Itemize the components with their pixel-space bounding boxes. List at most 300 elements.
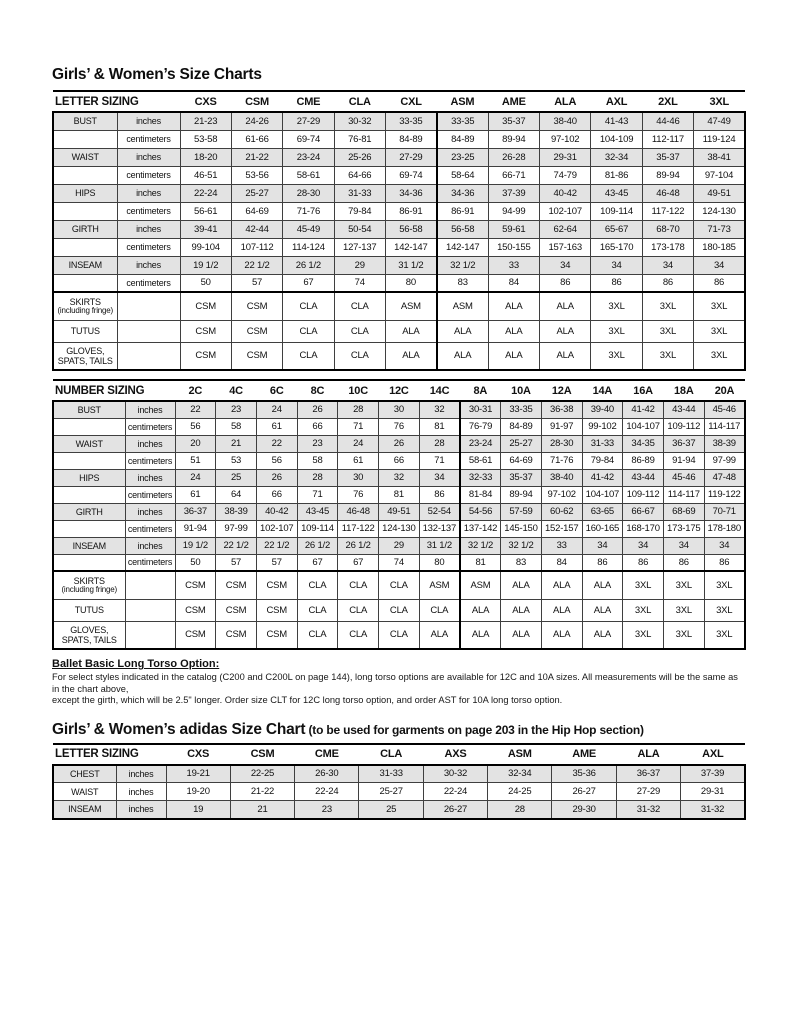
value-cell: CLA — [379, 599, 420, 621]
value-cell: CLA — [297, 621, 338, 649]
value-cell: ALA — [385, 342, 436, 370]
size-column-header: AXL — [681, 744, 745, 765]
value-cell: CLA — [283, 342, 334, 370]
value-cell: 86 — [663, 554, 704, 571]
value-cell: 38-39 — [216, 503, 257, 520]
table-row — [53, 571, 745, 599]
value-cell: 26 — [379, 435, 420, 452]
value-cell: 22 1/2 — [231, 256, 282, 274]
row-label: SKIRTS (including fringe) — [53, 571, 125, 599]
value-cell: 19 1/2 — [175, 537, 216, 554]
value-cell: 25-27 — [359, 783, 423, 801]
value-cell: 41-43 — [591, 112, 642, 130]
row-label: WAIST — [53, 435, 125, 452]
value-cell: 39-40 — [582, 401, 623, 418]
value-cell: 39-41 — [180, 220, 231, 238]
value-cell: 61-66 — [231, 130, 282, 148]
value-cell: 61 — [175, 486, 216, 503]
value-cell: 3XL — [591, 342, 642, 370]
row-label — [53, 274, 117, 292]
unit-label: centimeters — [125, 418, 175, 435]
value-cell: 86 — [642, 274, 693, 292]
value-cell: 66 — [256, 486, 297, 503]
value-cell: CSM — [216, 621, 257, 649]
unit-label: inches — [125, 503, 175, 520]
value-cell: 30 — [379, 401, 420, 418]
value-cell: 86-91 — [385, 202, 436, 220]
row-label: BUST — [53, 401, 125, 418]
value-cell: CSM — [216, 599, 257, 621]
value-cell: 58 — [216, 418, 257, 435]
row-label: HIPS — [53, 469, 125, 486]
value-cell: 3XL — [663, 599, 704, 621]
adidas-chart-title — [52, 721, 744, 739]
value-cell: 53-58 — [180, 130, 231, 148]
value-cell: 3XL — [704, 599, 745, 621]
value-cell: 46-48 — [338, 503, 379, 520]
value-cell: 33 — [541, 537, 582, 554]
value-cell: 86 — [623, 554, 664, 571]
value-cell: 74-79 — [540, 166, 591, 184]
value-cell: 84-89 — [385, 130, 436, 148]
table-row — [53, 342, 745, 370]
table-row — [53, 202, 745, 220]
value-cell: 21-22 — [230, 783, 294, 801]
table-row — [53, 621, 745, 649]
value-cell: 61 — [338, 452, 379, 469]
value-cell: 21-23 — [180, 112, 231, 130]
value-cell: 51 — [175, 452, 216, 469]
value-cell: 43-44 — [663, 401, 704, 418]
value-cell: 43-44 — [623, 469, 664, 486]
value-cell: 56 — [256, 452, 297, 469]
value-cell: 91-97 — [541, 418, 582, 435]
value-cell: 54-56 — [460, 503, 501, 520]
value-cell: 67 — [338, 554, 379, 571]
value-cell: 41-42 — [582, 469, 623, 486]
value-cell: 173-175 — [663, 520, 704, 537]
table-row — [53, 503, 745, 520]
value-cell: 34-36 — [437, 184, 488, 202]
value-cell: 91-94 — [175, 520, 216, 537]
value-cell: ALA — [385, 320, 436, 342]
value-cell: 127-137 — [334, 238, 385, 256]
value-cell: 34-36 — [385, 184, 436, 202]
unit-label — [125, 599, 175, 621]
value-cell: 79-84 — [334, 202, 385, 220]
value-cell: CLA — [379, 621, 420, 649]
value-cell: 35-36 — [552, 765, 616, 783]
value-cell: 66 — [297, 418, 338, 435]
value-cell: 173-178 — [642, 238, 693, 256]
unit-label: centimeters — [117, 274, 180, 292]
value-cell: ALA — [460, 599, 501, 621]
ballet-note-heading: Ballet Basic Long Torso Option: — [52, 658, 220, 670]
table-row — [53, 238, 745, 256]
value-cell: 86 — [582, 554, 623, 571]
size-column-header: CLA — [334, 91, 385, 112]
table-row — [53, 418, 745, 435]
value-cell: 32 1/2 — [501, 537, 542, 554]
value-cell: 83 — [501, 554, 542, 571]
value-cell: 89-94 — [488, 130, 539, 148]
value-cell: 20 — [175, 435, 216, 452]
value-cell: 30-32 — [334, 112, 385, 130]
size-column-header: 3XL — [694, 91, 745, 112]
value-cell: 22-25 — [230, 765, 294, 783]
value-cell: 63-65 — [582, 503, 623, 520]
value-cell: 94-99 — [488, 202, 539, 220]
value-cell: 26 — [256, 469, 297, 486]
unit-label: centimeters — [117, 166, 180, 184]
value-cell: 69-74 — [385, 166, 436, 184]
ballet-note-line-2: except the girth, which will be 2.5" longer. Order size CLT for 12C long torso option, and order AST for 10A long torso option. — [52, 695, 563, 705]
unit-label: centimeters — [125, 554, 175, 571]
size-column-header: AXS — [423, 744, 487, 765]
value-cell: 3XL — [623, 621, 664, 649]
value-cell: 57-59 — [501, 503, 542, 520]
value-cell: CSM — [216, 571, 257, 599]
value-cell: 71 — [297, 486, 338, 503]
value-cell: 34 — [591, 256, 642, 274]
value-cell: ALA — [488, 292, 539, 320]
value-cell: 71-73 — [694, 220, 745, 238]
value-cell: 86-91 — [437, 202, 488, 220]
adidas-size-chart — [52, 743, 744, 820]
value-cell: 66 — [379, 452, 420, 469]
size-column-header: CXS — [166, 744, 230, 765]
value-cell: 29-31 — [540, 148, 591, 166]
value-cell: 53-56 — [231, 166, 282, 184]
value-cell: 119-124 — [694, 130, 745, 148]
value-cell: 86 — [704, 554, 745, 571]
value-cell: 26 1/2 — [297, 537, 338, 554]
value-cell: 38-41 — [694, 148, 745, 166]
value-cell: 3XL — [704, 621, 745, 649]
value-cell: 3XL — [623, 571, 664, 599]
value-cell: 74 — [334, 274, 385, 292]
value-cell: 117-122 — [338, 520, 379, 537]
value-cell: ALA — [501, 571, 542, 599]
value-cell: CLA — [334, 342, 385, 370]
size-column-header: 4C — [216, 380, 257, 401]
value-cell: 29 — [334, 256, 385, 274]
value-cell: 114-117 — [663, 486, 704, 503]
value-cell: 65-67 — [591, 220, 642, 238]
row-label: INSEAM — [53, 256, 117, 274]
unit-label: centimeters — [117, 238, 180, 256]
value-cell: 23 — [295, 801, 359, 819]
value-cell: 40-42 — [540, 184, 591, 202]
size-column-header: 20A — [704, 380, 745, 401]
value-cell: CSM — [175, 621, 216, 649]
corner-header: NUMBER SIZING — [53, 380, 175, 401]
value-cell: ALA — [540, 342, 591, 370]
value-cell: CSM — [175, 599, 216, 621]
value-cell: 27-29 — [385, 148, 436, 166]
value-cell: 66-71 — [488, 166, 539, 184]
unit-label: centimeters — [125, 452, 175, 469]
value-cell: 57 — [216, 554, 257, 571]
value-cell: 32 1/2 — [437, 256, 488, 274]
value-cell: 35-37 — [501, 469, 542, 486]
value-cell: 150-155 — [488, 238, 539, 256]
value-cell: 178-180 — [704, 520, 745, 537]
value-cell: 70-71 — [704, 503, 745, 520]
value-cell: 114-117 — [704, 418, 745, 435]
value-cell: 97-104 — [694, 166, 745, 184]
row-label: BUST — [53, 112, 117, 130]
value-cell: 104-109 — [591, 130, 642, 148]
value-cell: 124-130 — [694, 202, 745, 220]
value-cell: 34 — [663, 537, 704, 554]
value-cell: 52-54 — [419, 503, 460, 520]
value-cell: 137-142 — [460, 520, 501, 537]
value-cell: 84-89 — [501, 418, 542, 435]
value-cell: 3XL — [694, 320, 745, 342]
value-cell: 64-69 — [231, 202, 282, 220]
row-label: TUTUS — [53, 320, 117, 342]
value-cell: 49-51 — [379, 503, 420, 520]
value-cell: 86 — [694, 274, 745, 292]
table-row — [53, 112, 745, 130]
value-cell: 86-89 — [623, 452, 664, 469]
value-cell: 33 — [488, 256, 539, 274]
adidas-chart-title-main: Girls’ & Women’s adidas Size Chart — [52, 720, 306, 738]
value-cell: 25-26 — [334, 148, 385, 166]
value-cell: 30-31 — [460, 401, 501, 418]
value-cell: 22 1/2 — [216, 537, 257, 554]
corner-header: LETTER SIZING — [53, 744, 166, 765]
row-label: GLOVES, SPATS, TAILS — [53, 342, 117, 370]
value-cell: 3XL — [623, 599, 664, 621]
value-cell: 124-130 — [379, 520, 420, 537]
value-cell: 49-51 — [694, 184, 745, 202]
value-cell: 26-28 — [488, 148, 539, 166]
value-cell: 86 — [419, 486, 460, 503]
table-row — [53, 274, 745, 292]
value-cell: 46-51 — [180, 166, 231, 184]
value-cell: 26-27 — [423, 801, 487, 819]
value-cell: ALA — [582, 621, 623, 649]
table-row — [53, 220, 745, 238]
size-column-header: ALA — [540, 91, 591, 112]
ballet-long-torso-note — [52, 658, 744, 707]
value-cell: 3XL — [642, 342, 693, 370]
value-cell: 33-35 — [437, 112, 488, 130]
value-cell: 23-24 — [283, 148, 334, 166]
table-row — [53, 765, 745, 783]
value-cell: 71 — [338, 418, 379, 435]
value-cell: 47-48 — [704, 469, 745, 486]
corner-header: LETTER SIZING — [53, 91, 180, 112]
value-cell: 34 — [419, 469, 460, 486]
value-cell: 22 1/2 — [256, 537, 297, 554]
size-column-header: 16A — [623, 380, 664, 401]
value-cell: 32-34 — [591, 148, 642, 166]
value-cell: CLA — [297, 599, 338, 621]
unit-label — [125, 571, 175, 599]
value-cell: CSM — [180, 292, 231, 320]
table-row — [53, 401, 745, 418]
size-column-header: CLA — [359, 744, 423, 765]
value-cell: ALA — [488, 342, 539, 370]
value-cell: 56 — [175, 418, 216, 435]
row-sublabel: (including fringe) — [61, 584, 118, 594]
value-cell: 68-70 — [642, 220, 693, 238]
unit-label — [117, 320, 180, 342]
value-cell: 23-24 — [460, 435, 501, 452]
value-cell: 26-27 — [552, 783, 616, 801]
column-header-row — [53, 91, 745, 112]
value-cell: 71-76 — [541, 452, 582, 469]
value-cell: 50 — [180, 274, 231, 292]
value-cell: 34 — [642, 256, 693, 274]
value-cell: 24-26 — [231, 112, 282, 130]
value-cell: 23-25 — [437, 148, 488, 166]
value-cell: 142-147 — [437, 238, 488, 256]
value-cell: CSM — [175, 571, 216, 599]
value-cell: 33-35 — [385, 112, 436, 130]
value-cell: 33-35 — [501, 401, 542, 418]
value-cell: CSM — [256, 621, 297, 649]
value-cell: CLA — [334, 320, 385, 342]
value-cell: 26 1/2 — [283, 256, 334, 274]
value-cell: 37-39 — [681, 765, 745, 783]
size-column-header: 10A — [501, 380, 542, 401]
value-cell: 119-122 — [704, 486, 745, 503]
size-column-header: AME — [552, 744, 616, 765]
letter-sizing-table — [52, 90, 746, 371]
value-cell: 76-81 — [334, 130, 385, 148]
row-label — [53, 486, 125, 503]
value-cell: 28 — [338, 401, 379, 418]
value-cell: 102-107 — [256, 520, 297, 537]
value-cell: 25-27 — [231, 184, 282, 202]
unit-label: inches — [125, 537, 175, 554]
value-cell: 25 — [359, 801, 423, 819]
value-cell: 67 — [297, 554, 338, 571]
row-label — [53, 418, 125, 435]
value-cell: 34 — [540, 256, 591, 274]
table-row — [53, 148, 745, 166]
value-cell: 19 — [166, 801, 230, 819]
unit-label: inches — [125, 401, 175, 418]
value-cell: CSM — [180, 342, 231, 370]
value-cell: 69-74 — [283, 130, 334, 148]
value-cell: ALA — [501, 599, 542, 621]
table-row — [53, 554, 745, 571]
value-cell: 117-122 — [642, 202, 693, 220]
value-cell: 64-69 — [501, 452, 542, 469]
value-cell: 58-61 — [283, 166, 334, 184]
table-row — [53, 537, 745, 554]
value-cell: 29 — [379, 537, 420, 554]
value-cell: 38-39 — [704, 435, 745, 452]
value-cell: 26 — [297, 401, 338, 418]
value-cell: 32 — [419, 401, 460, 418]
value-cell: ASM — [460, 571, 501, 599]
value-cell: 91-94 — [663, 452, 704, 469]
unit-label: inches — [117, 148, 180, 166]
table-row — [53, 452, 745, 469]
size-column-header: 18A — [663, 380, 704, 401]
value-cell: 26 1/2 — [338, 537, 379, 554]
value-cell: 64 — [216, 486, 257, 503]
value-cell: 58-61 — [460, 452, 501, 469]
table-row — [53, 320, 745, 342]
value-cell: 32-33 — [460, 469, 501, 486]
value-cell: ALA — [541, 621, 582, 649]
table-row — [53, 486, 745, 503]
value-cell: CLA — [338, 621, 379, 649]
value-cell: 80 — [419, 554, 460, 571]
value-cell: 25-27 — [501, 435, 542, 452]
value-cell: 40-42 — [256, 503, 297, 520]
size-column-header: 10C — [338, 380, 379, 401]
value-cell: 19-20 — [166, 783, 230, 801]
size-column-header: CXL — [385, 91, 436, 112]
value-cell: 42-44 — [231, 220, 282, 238]
adidas-letter-sizing-table — [52, 743, 746, 820]
value-cell: 26-30 — [295, 765, 359, 783]
value-cell: 21 — [216, 435, 257, 452]
value-cell: 3XL — [591, 320, 642, 342]
value-cell: 71-76 — [283, 202, 334, 220]
value-cell: 76-79 — [460, 418, 501, 435]
value-cell: 36-37 — [175, 503, 216, 520]
row-label: INSEAM — [53, 801, 116, 819]
value-cell: 84 — [488, 274, 539, 292]
value-cell: 34 — [694, 256, 745, 274]
value-cell: 31-33 — [359, 765, 423, 783]
value-cell: 104-107 — [623, 418, 664, 435]
value-cell: 74 — [379, 554, 420, 571]
value-cell: 81 — [419, 418, 460, 435]
value-cell: 97-102 — [540, 130, 591, 148]
value-cell: 58 — [297, 452, 338, 469]
table-row — [53, 130, 745, 148]
value-cell: CLA — [283, 320, 334, 342]
size-column-header: AXL — [591, 91, 642, 112]
value-cell: 168-170 — [623, 520, 664, 537]
value-cell: ASM — [437, 292, 488, 320]
unit-label — [117, 342, 180, 370]
value-cell: 30 — [338, 469, 379, 486]
value-cell: 56-58 — [385, 220, 436, 238]
value-cell: 64-66 — [334, 166, 385, 184]
value-cell: CSM — [231, 292, 282, 320]
value-cell: 76 — [379, 418, 420, 435]
value-cell: 35-37 — [642, 148, 693, 166]
row-sublabel: (including fringe) — [57, 305, 114, 315]
table-row — [53, 599, 745, 621]
table-row — [53, 166, 745, 184]
value-cell: ALA — [540, 292, 591, 320]
unit-label — [125, 621, 175, 649]
value-cell: 132-137 — [419, 520, 460, 537]
unit-label: centimeters — [117, 202, 180, 220]
row-label: GIRTH — [53, 220, 117, 238]
value-cell: 35-37 — [488, 112, 539, 130]
value-cell: 112-117 — [642, 130, 693, 148]
value-cell: 28-30 — [541, 435, 582, 452]
value-cell: 22 — [175, 401, 216, 418]
value-cell: 28 — [488, 801, 552, 819]
value-cell: 27-29 — [616, 783, 680, 801]
row-label — [53, 452, 125, 469]
column-header-row — [53, 744, 745, 765]
